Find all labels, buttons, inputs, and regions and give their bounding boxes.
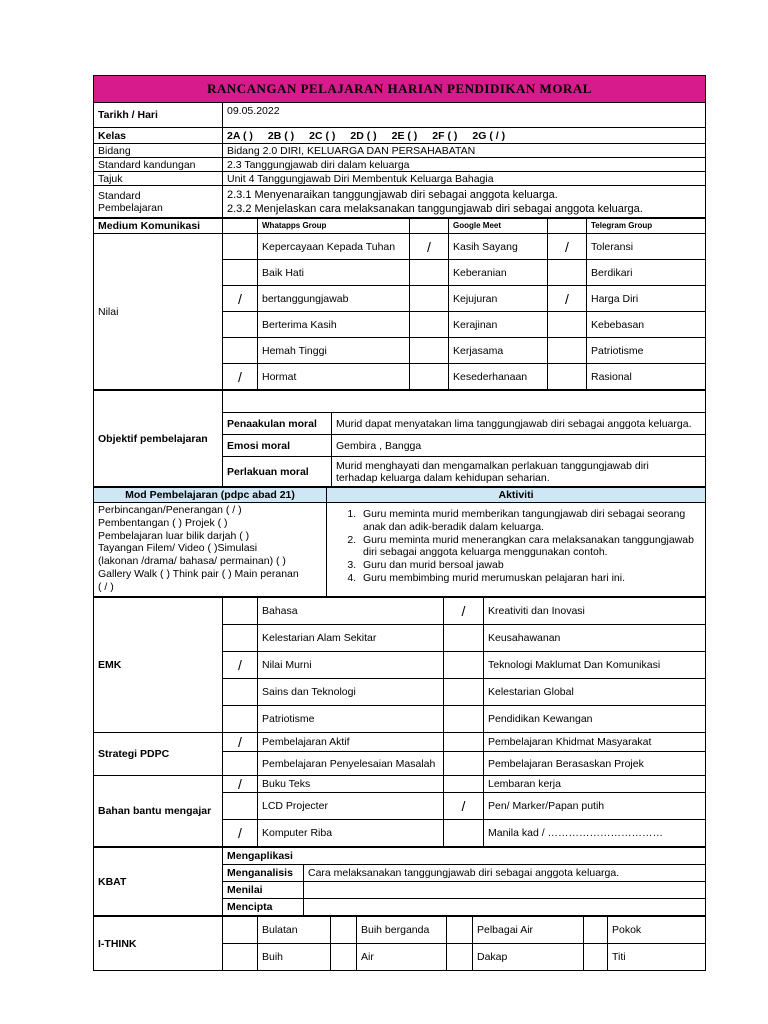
mod-line: Tayangan Filem/ Video ( )Simulasi [98, 542, 258, 555]
bidang-value: Bidang 2.0 DIRI, KELUARGA DAN PERSAHABATAN [223, 144, 706, 158]
kelas-option: 2A ( ) [227, 129, 253, 142]
ithink-item: Buih [258, 944, 331, 971]
kelas-option: 2C ( ) [309, 129, 336, 142]
mod-line: (lakonan /drama/ bahasa/ permainan) ( ) [98, 555, 286, 568]
ithink-table [93, 916, 706, 971]
standard-item: 2.3.2 Menjelaskan cara melaksanakan tanggungjawab diri sebagai anggota keluarga. [227, 202, 643, 215]
kbat-menganalisis-text: Cara melaksanakan tanggungjawab diri sebagai anggota keluarga. [304, 865, 706, 882]
document-title: RANCANGAN PELAJARAN HARIAN PENDIDIKAN MORAL [94, 76, 706, 103]
emk-label: EMK [94, 598, 223, 733]
emk-item: Bahasa [258, 598, 444, 625]
checkmark-cell: / [223, 286, 258, 312]
bidang-label: Bidang [94, 144, 223, 158]
header-table [93, 75, 706, 218]
emk-item: Patriotisme [258, 706, 444, 733]
nilai-item: Keberanian [449, 260, 548, 286]
strategi-item: Pembelajaran Aktif [258, 733, 444, 752]
strategi-label: Strategi PDPC [94, 733, 223, 776]
aktiviti-item: 4. Guru membimbing murid merumuskan pelajaran hari ini. [359, 572, 701, 585]
nilai-item: Kesederhanaan [449, 364, 548, 390]
mod-line: Gallery Walk ( ) Think pair ( ) Main peranan [98, 567, 299, 580]
checkmark-cell: / [548, 234, 587, 260]
standard-pembelajaran-label: Standard Pembelajaran [94, 186, 223, 218]
checkmark-cell [548, 364, 587, 390]
ithink-label: I-THINK [94, 917, 223, 971]
nilai-label: Nilai [94, 234, 223, 390]
kelas-label: Kelas [94, 128, 223, 144]
checkmark-cell [223, 260, 258, 286]
nilai-item: Berdikari [587, 260, 706, 286]
ithink-item: Pokok [608, 917, 706, 944]
bahan-item: Buku Teks [258, 776, 444, 793]
nilai-item: Hormat [258, 364, 410, 390]
nilai-item: Berterima Kasih [258, 312, 410, 338]
checkmark-cell [223, 338, 258, 364]
strategi-item: Pembelajaran Khidmat Masyarakat [484, 733, 706, 752]
checkmark-cell: / [223, 820, 258, 847]
checkmark-cell [223, 752, 258, 776]
bahan-item: Pen/ Marker/Papan putih [484, 793, 706, 820]
medium-option: Telegram Group [587, 219, 706, 234]
checkmark-cell [223, 234, 258, 260]
emosi-value: Gembira , Bangga [332, 435, 706, 457]
strategi-item: Pembelajaran Berasaskan Projek [484, 752, 706, 776]
standard-kandungan-label: Standard kandungan [94, 158, 223, 172]
kelas-option: 2F ( ) [432, 129, 458, 142]
perlakuan-label: Perlakuan moral [223, 457, 332, 487]
checkmark-cell [444, 752, 484, 776]
emk-item: Keusahawanan [484, 625, 706, 652]
ithink-item: Buih berganda [357, 917, 447, 944]
aktiviti-item: 1. Guru meminta murid memberikan tangungjawab diri sebagai seorang anak dan adik-beradik dalam keluarga. [359, 508, 701, 534]
bahan-item: Manila kad / …………………………… [484, 820, 706, 847]
checkmark-cell [410, 312, 449, 338]
aktiviti-item: 2. Guru meminta murid menerangkan cara melaksanakan tanggungjawab diri sebagai anggota keluarga menggunakan contoh. [359, 534, 701, 560]
mod-line: Pembelajaran luar bilik darjah ( ) [98, 529, 250, 542]
nilai-item: Toleransi [587, 234, 706, 260]
kelas-option: 2G ( / ) [472, 129, 506, 142]
mod-line: Pembentangan ( ) Projek ( ) [98, 516, 228, 529]
aktiviti-list [327, 503, 706, 597]
kbat-label: KBAT [94, 848, 223, 916]
checkmark-cell [444, 776, 484, 793]
kbat-mengaplikasi: Mengaplikasi [223, 848, 706, 865]
kbat-menganalisis: Menganalisis [223, 865, 304, 882]
standard-kandungan-value: 2.3 Tanggungjawab diri dalam keluarga [223, 158, 706, 172]
nilai-item: Kasih Sayang [449, 234, 548, 260]
checkmark-cell [444, 679, 484, 706]
checkmark-cell [410, 286, 449, 312]
objektif-label: Objektif pembelajaran [94, 391, 223, 487]
checkmark-cell [223, 598, 258, 625]
bahan-label: Bahan bantu mengajar [94, 776, 223, 847]
checkmark-cell: / [223, 364, 258, 390]
checkmark-cell [410, 260, 449, 286]
checkmark-cell [444, 733, 484, 752]
nilai-table [93, 218, 706, 390]
tajuk-label: Tajuk [94, 172, 223, 186]
ithink-item: Pelbagai Air [473, 917, 584, 944]
nilai-item: Baik Hati [258, 260, 410, 286]
mod-line: Perbincangan/Penerangan ( / ) [98, 504, 242, 516]
checkmark-cell [223, 312, 258, 338]
checkmark-cell [548, 312, 587, 338]
nilai-item: Patriotisme [587, 338, 706, 364]
emk-item: Kelestarian Alam Sekitar [258, 625, 444, 652]
nilai-item: bertanggungjawab [258, 286, 410, 312]
checkmark-cell [223, 793, 258, 820]
nilai-item: Kebebasan [587, 312, 706, 338]
checkmark-cell [444, 706, 484, 733]
standard-item: 2.3.1 Menyenaraikan tanggungjawab diri sebagai anggota keluarga. [227, 188, 558, 201]
objektif-table [93, 390, 706, 487]
penaakulan-value: Murid dapat menyatakan lima tanggungjawab diri sebagai anggota keluarga. [332, 413, 706, 435]
nilai-item: Kerajinan [449, 312, 548, 338]
checkmark-cell [223, 625, 258, 652]
checkmark-cell: / [548, 286, 587, 312]
bahan-item: Lembaran kerja [484, 776, 706, 793]
kelas-options [223, 128, 706, 144]
medium-option: Google Meet [449, 219, 548, 234]
kbat-menilai: Menilai [223, 882, 304, 899]
mod-table [93, 487, 706, 597]
checkmark-cell [444, 625, 484, 652]
emosi-label: Emosi moral [223, 435, 332, 457]
aktiviti-header: Aktiviti [327, 488, 706, 503]
kbat-table [93, 847, 706, 916]
kbat-mencipta: Mencipta [223, 899, 304, 916]
tarikh-label: Tarikh / Hari [94, 103, 223, 128]
emk-item: Kreativiti dan Inovasi [484, 598, 706, 625]
medium-option: Whatapps Group [258, 219, 410, 234]
ithink-item: Air [357, 944, 447, 971]
penaakulan-label: Penaakulan moral [223, 413, 332, 435]
emk-item: Kelestarian Global [484, 679, 706, 706]
bahan-item: LCD Projecter [258, 793, 444, 820]
nilai-item: Rasional [587, 364, 706, 390]
nilai-item: Hemah Tinggi [258, 338, 410, 364]
checkmark-cell [223, 679, 258, 706]
tarikh-value: 09.05.2022 [223, 103, 706, 128]
nilai-item: Harga Diri [587, 286, 706, 312]
kelas-option: 2B ( ) [267, 129, 295, 142]
medium-label: Medium Komunikasi [94, 219, 223, 234]
kelas-option: 2D ( ) [350, 129, 377, 142]
ithink-item: Dakap [473, 944, 584, 971]
strategi-item: Pembelajaran Penyelesaian Masalah [258, 752, 444, 776]
checkmark-cell [223, 706, 258, 733]
lesson-plan-document [93, 75, 705, 971]
checkmark-cell [410, 364, 449, 390]
checkmark-cell [548, 338, 587, 364]
aktiviti-item: 3. Guru dan murid bersoal jawab [359, 559, 701, 572]
bahan-item: Komputer Riba [258, 820, 444, 847]
nilai-item: Kerjasama [449, 338, 548, 364]
mod-header: Mod Pembelajaran (pdpc abad 21) [94, 488, 327, 503]
checkmark-cell: / [223, 652, 258, 679]
checkmark-cell: / [444, 793, 484, 820]
emk-item: Nilai Murni [258, 652, 444, 679]
emk-table [93, 597, 706, 847]
checkmark-cell [444, 820, 484, 847]
ithink-item: Bulatan [258, 917, 331, 944]
tajuk-value: Unit 4 Tanggungjawab Diri Membentuk Keluarga Bahagia [223, 172, 706, 186]
checkmark-cell: / [410, 234, 449, 260]
checkmark-cell [548, 260, 587, 286]
checkmark-cell [410, 338, 449, 364]
emk-item: Sains dan Teknologi [258, 679, 444, 706]
ithink-item: Titi [608, 944, 706, 971]
emk-item: Pendidikan Kewangan [484, 706, 706, 733]
checkmark-cell: / [444, 598, 484, 625]
mod-line: ( / ) [98, 580, 114, 593]
kelas-option: 2E ( ) [391, 129, 418, 142]
nilai-item: Kejujuran [449, 286, 548, 312]
mod-list [94, 503, 327, 597]
perlakuan-value: Murid menghayati dan mengamalkan perlakuan tanggungjawab diri terhadap keluarga dalam kehidupan seharian. [332, 457, 706, 487]
emk-item: Teknologi Maklumat Dan Komunikasi [484, 652, 706, 679]
standard-pembelajaran-items [223, 186, 706, 218]
checkmark-cell [444, 652, 484, 679]
checkmark-cell: / [223, 733, 258, 752]
nilai-item: Kepercayaan Kepada Tuhan [258, 234, 410, 260]
checkmark-cell: / [223, 776, 258, 793]
